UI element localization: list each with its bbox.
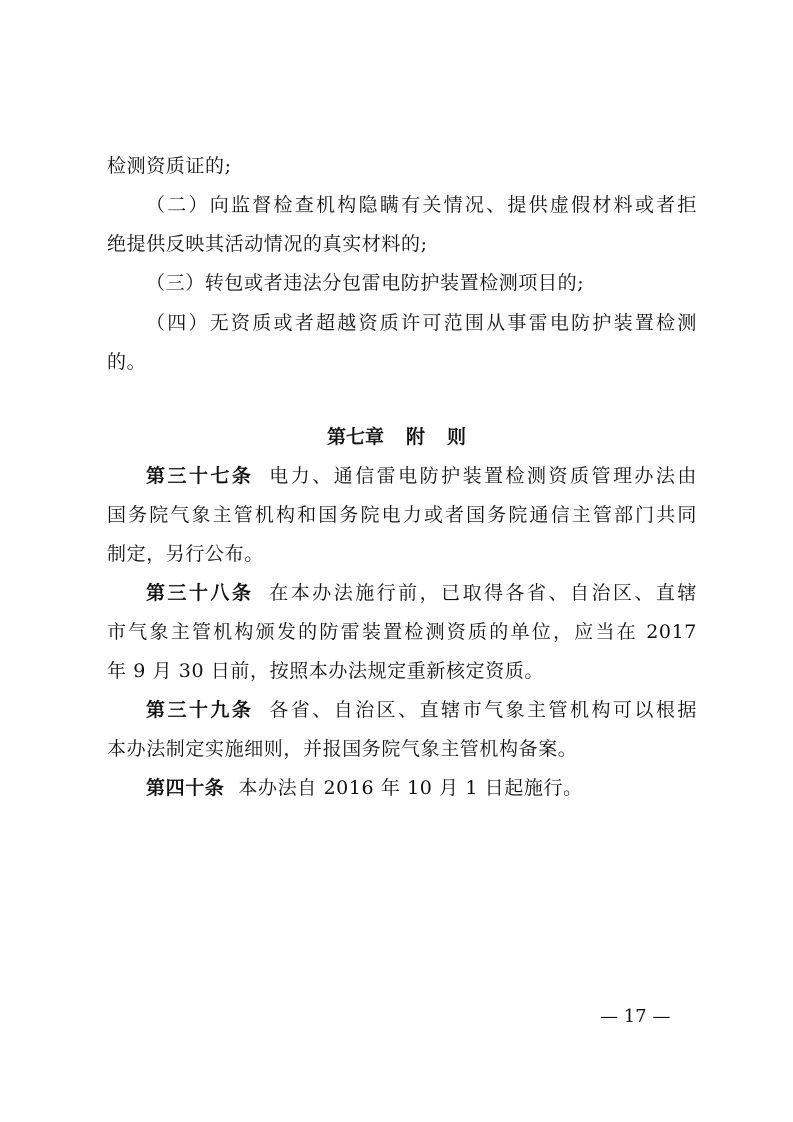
article-text: 在本办法施行前，已取得各省、自治区、直辖 (267, 582, 697, 604)
article-39-line-1 (146, 697, 697, 723)
article-38-line-1 (146, 580, 697, 606)
article-38-line-3: 年 9 月 30 日前，按照本办法规定重新核定资质。 (107, 660, 545, 682)
chapter-title-char: 附 (405, 426, 425, 448)
article-title: 第四十条 (146, 777, 225, 799)
article-39-line-2: 本办法制定实施细则，并报国务院气象主管机构备案。 (107, 738, 578, 760)
text-line: 检测资质证的; (107, 155, 232, 177)
article-title: 第三十七条 (146, 465, 254, 487)
article-text: 本办法自 2016 年 10 月 1 日起施行。 (238, 777, 583, 799)
text-line: （二）向监督检查机构隐瞒有关情况、提供虚假材料或者拒 (146, 194, 697, 216)
article-38-line-2: 市气象主管机构颁发的防雷装置检测资质的单位，应当在 2017 (107, 621, 697, 643)
article-title: 第三十八条 (146, 582, 254, 604)
text-line: （四）无资质或者超越资质许可范围从事雷电防护装置检测 (146, 312, 697, 334)
text-line: 绝提供反映其活动情况的真实材料的; (107, 233, 428, 255)
text-line: （三）转包或者违法分包雷电防护装置检测项目的; (146, 272, 585, 294)
article-37-line-1 (146, 463, 697, 489)
article-40-line-1 (146, 775, 697, 801)
article-text: 各省、自治区、直辖市气象主管机构可以根据 (267, 699, 697, 721)
chapter-heading (0, 424, 793, 450)
chapter-title-char: 则 (447, 426, 467, 448)
article-37-line-2: 国务院气象主管机构和国务院电力或者国务院通信主管部门共同 (107, 504, 697, 526)
text-line: 的。 (107, 351, 147, 373)
article-text: 电力、通信雷电防护装置检测资质管理办法由 (267, 465, 697, 487)
chapter-number: 第七章 (326, 426, 384, 448)
article-37-line-3: 制定，另行公布。 (107, 543, 264, 565)
page-number: — 17 — (600, 1006, 671, 1027)
article-title: 第三十九条 (146, 699, 254, 721)
